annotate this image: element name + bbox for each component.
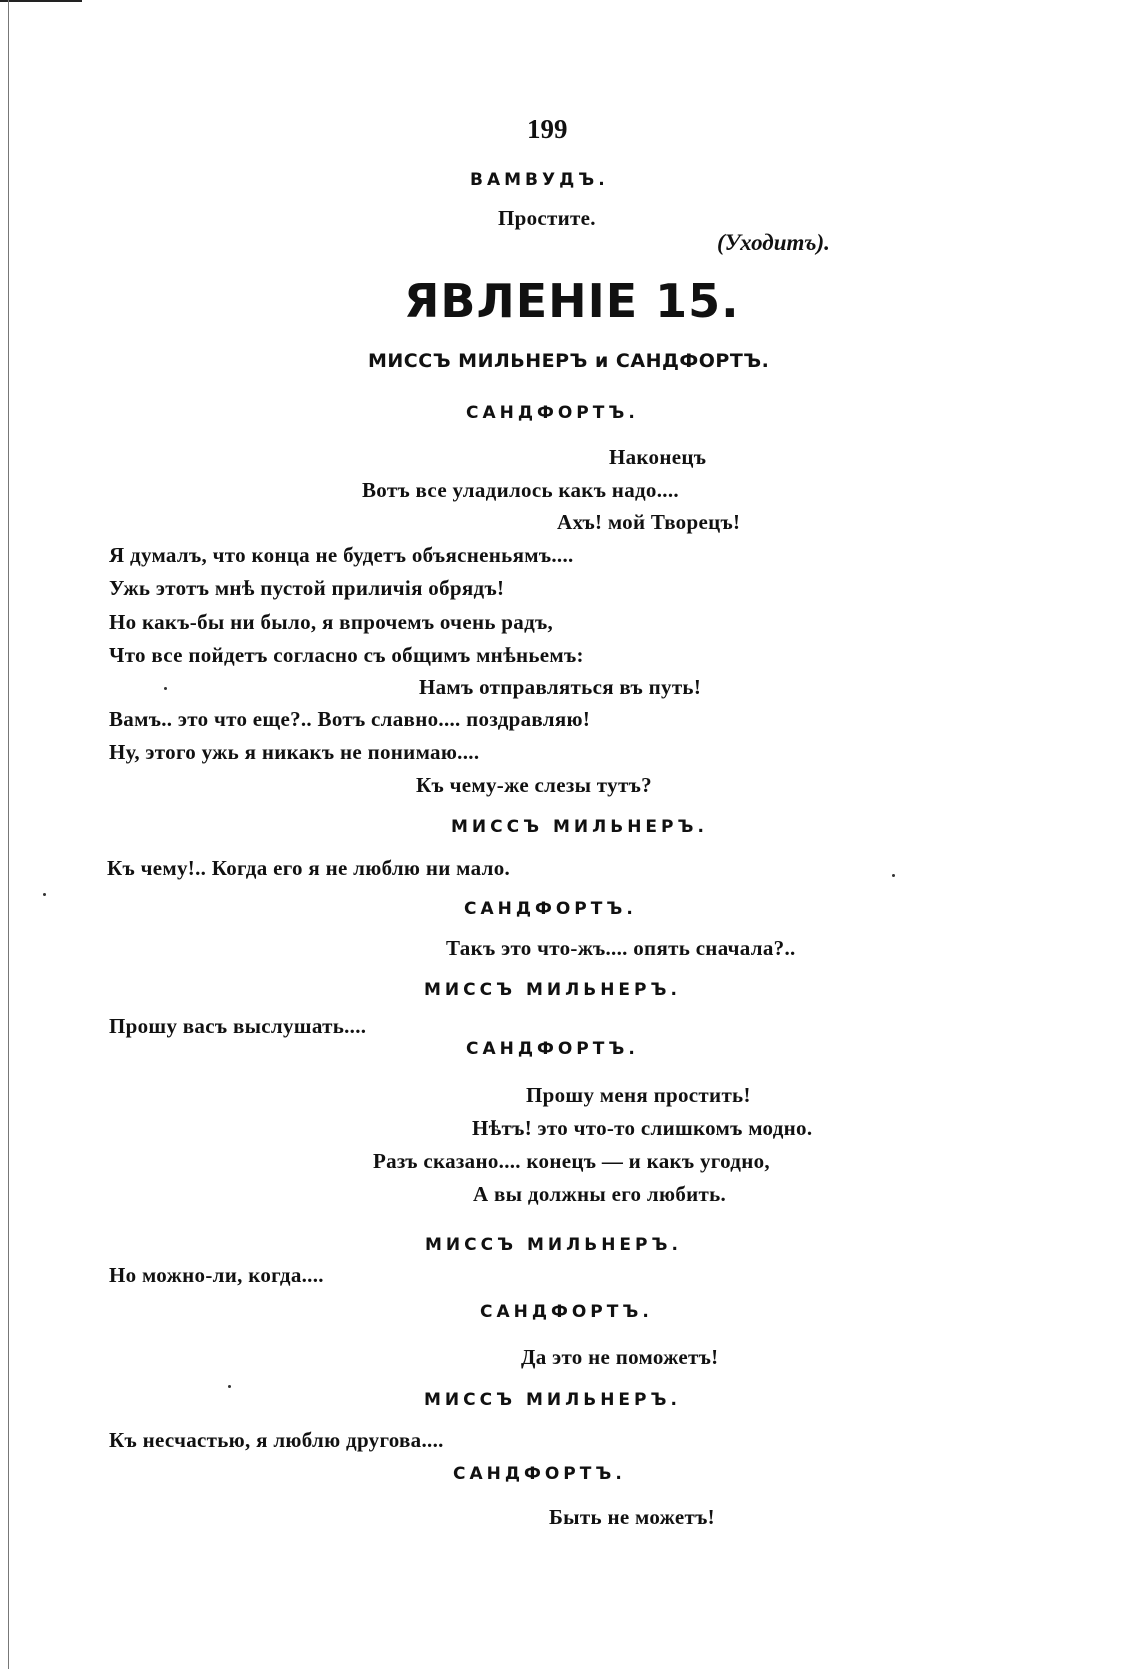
verse-line: Къ чему!.. Когда его я не люблю ни мало. xyxy=(107,856,511,880)
page-number: 199 xyxy=(527,114,568,144)
verse-line: Но какъ-бы ни было, я впрочемъ очень радъ, xyxy=(109,610,554,634)
verse-line: Нѣтъ! это что-то слишкомъ модно. xyxy=(472,1116,813,1140)
verse-line: Такъ это что-жъ.... опять сначала?.. xyxy=(446,936,796,960)
speaker-name: САНДФОРТЪ. xyxy=(466,1039,639,1059)
verse-line: Разъ сказано.... конецъ — и какъ угодно, xyxy=(373,1149,770,1173)
verse-line: Простите. xyxy=(498,206,596,230)
verse-line: Но можно-ли, когда.... xyxy=(109,1263,324,1287)
speaker-name: САНДФОРТЪ. xyxy=(453,1464,626,1484)
character-list: МИССЪ МИЛЬНЕРЪ и САНДФОРТЪ. xyxy=(368,350,770,372)
scan-speck xyxy=(43,893,46,896)
speaker-name: САНДФОРТЪ. xyxy=(480,1302,653,1322)
verse-line: Что все пойдетъ согласно съ общимъ мнѣньемъ: xyxy=(109,643,584,667)
verse-line: Къ несчастью, я люблю другова.... xyxy=(109,1428,444,1452)
stage-direction: (Уходитъ). xyxy=(717,230,830,255)
verse-line: Къ чему-же слезы тутъ? xyxy=(416,773,652,797)
speaker-name: МИССЪ МИЛЬНЕРЪ. xyxy=(424,1390,681,1410)
verse-line: Намъ отправляться въ путь! xyxy=(419,675,702,699)
verse-line: Ну, этого ужь я никакъ не понимаю.... xyxy=(109,740,480,764)
speaker-name: МИССЪ МИЛЬНЕРЪ. xyxy=(451,817,708,837)
speaker-name: САНДФОРТЪ. xyxy=(464,899,637,919)
speaker-name: МИССЪ МИЛЬНЕРЪ. xyxy=(425,1235,682,1255)
scan-edge-rule xyxy=(0,0,82,2)
speaker-name: САНДФОРТЪ. xyxy=(466,403,639,423)
speaker-name: МИССЪ МИЛЬНЕРЪ. xyxy=(424,980,681,1000)
verse-line: Я думалъ, что конца не будетъ объясненьямъ.... xyxy=(109,543,574,567)
verse-line: Прошу васъ выслушать.... xyxy=(109,1014,367,1038)
verse-line: Наконецъ xyxy=(609,445,707,469)
speaker-name: ВАМВУДЪ. xyxy=(470,170,609,190)
scan-speck xyxy=(892,874,895,877)
verse-line: Да это не поможетъ! xyxy=(521,1345,719,1369)
verse-line: А вы должны его любить. xyxy=(473,1182,727,1206)
verse-line: Вотъ все уладилось какъ надо.... xyxy=(362,478,679,502)
verse-line: Прошу меня простить! xyxy=(526,1083,751,1107)
scan-left-edge xyxy=(8,0,9,1669)
verse-line: Ужь этотъ мнѣ пустой приличія обрядъ! xyxy=(109,576,505,600)
scan-speck xyxy=(164,687,167,690)
verse-line: Ахъ! мой Творецъ! xyxy=(557,510,741,534)
verse-line: Вамъ.. это что еще?.. Вотъ славно.... поздравляю! xyxy=(109,707,591,731)
verse-line: Быть не можетъ! xyxy=(549,1505,715,1529)
scene-heading: ЯВЛЕНІЕ 15. xyxy=(404,274,740,328)
scan-speck xyxy=(228,1385,231,1388)
